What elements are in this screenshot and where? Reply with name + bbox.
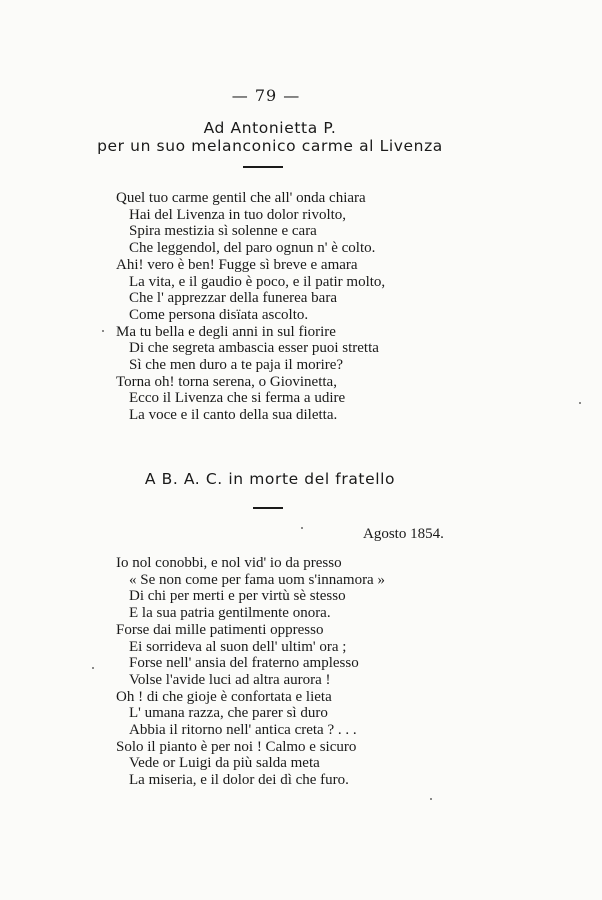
verse-line: Che leggendol, del paro ognun n' è colto. xyxy=(129,240,376,257)
verse-line: La voce e il canto della sua diletta. xyxy=(129,407,338,424)
poem1-title: Ad Antonietta P. xyxy=(203,119,337,137)
paper-speck xyxy=(102,330,104,332)
verse-line: « Se non come per fama uom s'innamora » xyxy=(129,571,385,588)
verse-line: Io nol conobbi, e nol vid' io da presso xyxy=(116,555,342,571)
verse-line: Come persona disïata ascolto. xyxy=(129,306,309,323)
verse-line: Forse dai mille patimenti oppresso xyxy=(116,621,324,638)
verse-line: Ei sorrideva al suon dell' ultim' ora ; xyxy=(129,638,347,655)
poem1-subtitle: per un suo melanconico carme al Livenza xyxy=(97,137,443,155)
verse-line: L' umana razza, che parer sì duro xyxy=(129,705,328,722)
section-rule xyxy=(253,507,283,509)
verse-line: Di che segreta ambascia esser puoi stretta xyxy=(129,340,379,357)
paper-speck xyxy=(430,798,432,800)
paper-speck xyxy=(579,402,581,404)
verse-line: Oh ! di che gioje è confortata e lieta xyxy=(116,688,332,705)
verse-line: E la sua patria gentilmente onora. xyxy=(129,605,331,622)
verse-line: Quel tuo carme gentil che all' onda chiara xyxy=(116,190,366,206)
verse-line: Torna oh! torna serena, o Giovinetta, xyxy=(116,373,337,390)
verse-line: Abbia il ritorno nell' antica creta ? . . . xyxy=(129,722,357,739)
verse-line: Forse nell' ansia del fraterno amplesso xyxy=(129,655,359,672)
verse-line: Volse l'avide luci ad altra aurora ! xyxy=(129,671,331,688)
section-rule xyxy=(243,166,283,168)
verse-line: Spira mestizia sì solenne e cara xyxy=(129,223,317,240)
verse-line: Ma tu bella e degli anni in sul fiorire xyxy=(116,323,336,340)
page-number: — 79 — xyxy=(231,86,301,105)
verse-line: Sì che men duro a te paja il morire? xyxy=(129,357,344,374)
poem2-date: Agosto 1854. xyxy=(363,526,444,542)
poem2-stanza xyxy=(116,555,385,789)
verse-line: Che l' apprezzar della funerea bara xyxy=(129,290,337,307)
verse-line: Ecco il Livenza che si ferma a udire xyxy=(129,390,346,407)
verse-line: La vita, e il gaudio è poco, e il patir molto, xyxy=(129,273,386,290)
verse-line: Ahi! vero è ben! Fugge sì breve e amara xyxy=(116,256,358,273)
paper-speck xyxy=(92,667,94,669)
verse-line: Di chi per merti e per virtù sè stesso xyxy=(129,588,346,605)
verse-line: Hai del Livenza in tuo dolor rivolto, xyxy=(129,206,347,223)
verse-line: Vede or Luigi da più salda meta xyxy=(129,755,320,772)
paper-speck xyxy=(301,527,303,529)
verse-line: La miseria, e il dolor dei dì che furo. xyxy=(129,772,349,789)
poem2-title: A B. A. C. in morte del fratello xyxy=(144,470,396,488)
poem1-stanza xyxy=(116,190,385,424)
verse-line: Solo il pianto è per noi ! Calmo e sicuro xyxy=(116,738,357,755)
